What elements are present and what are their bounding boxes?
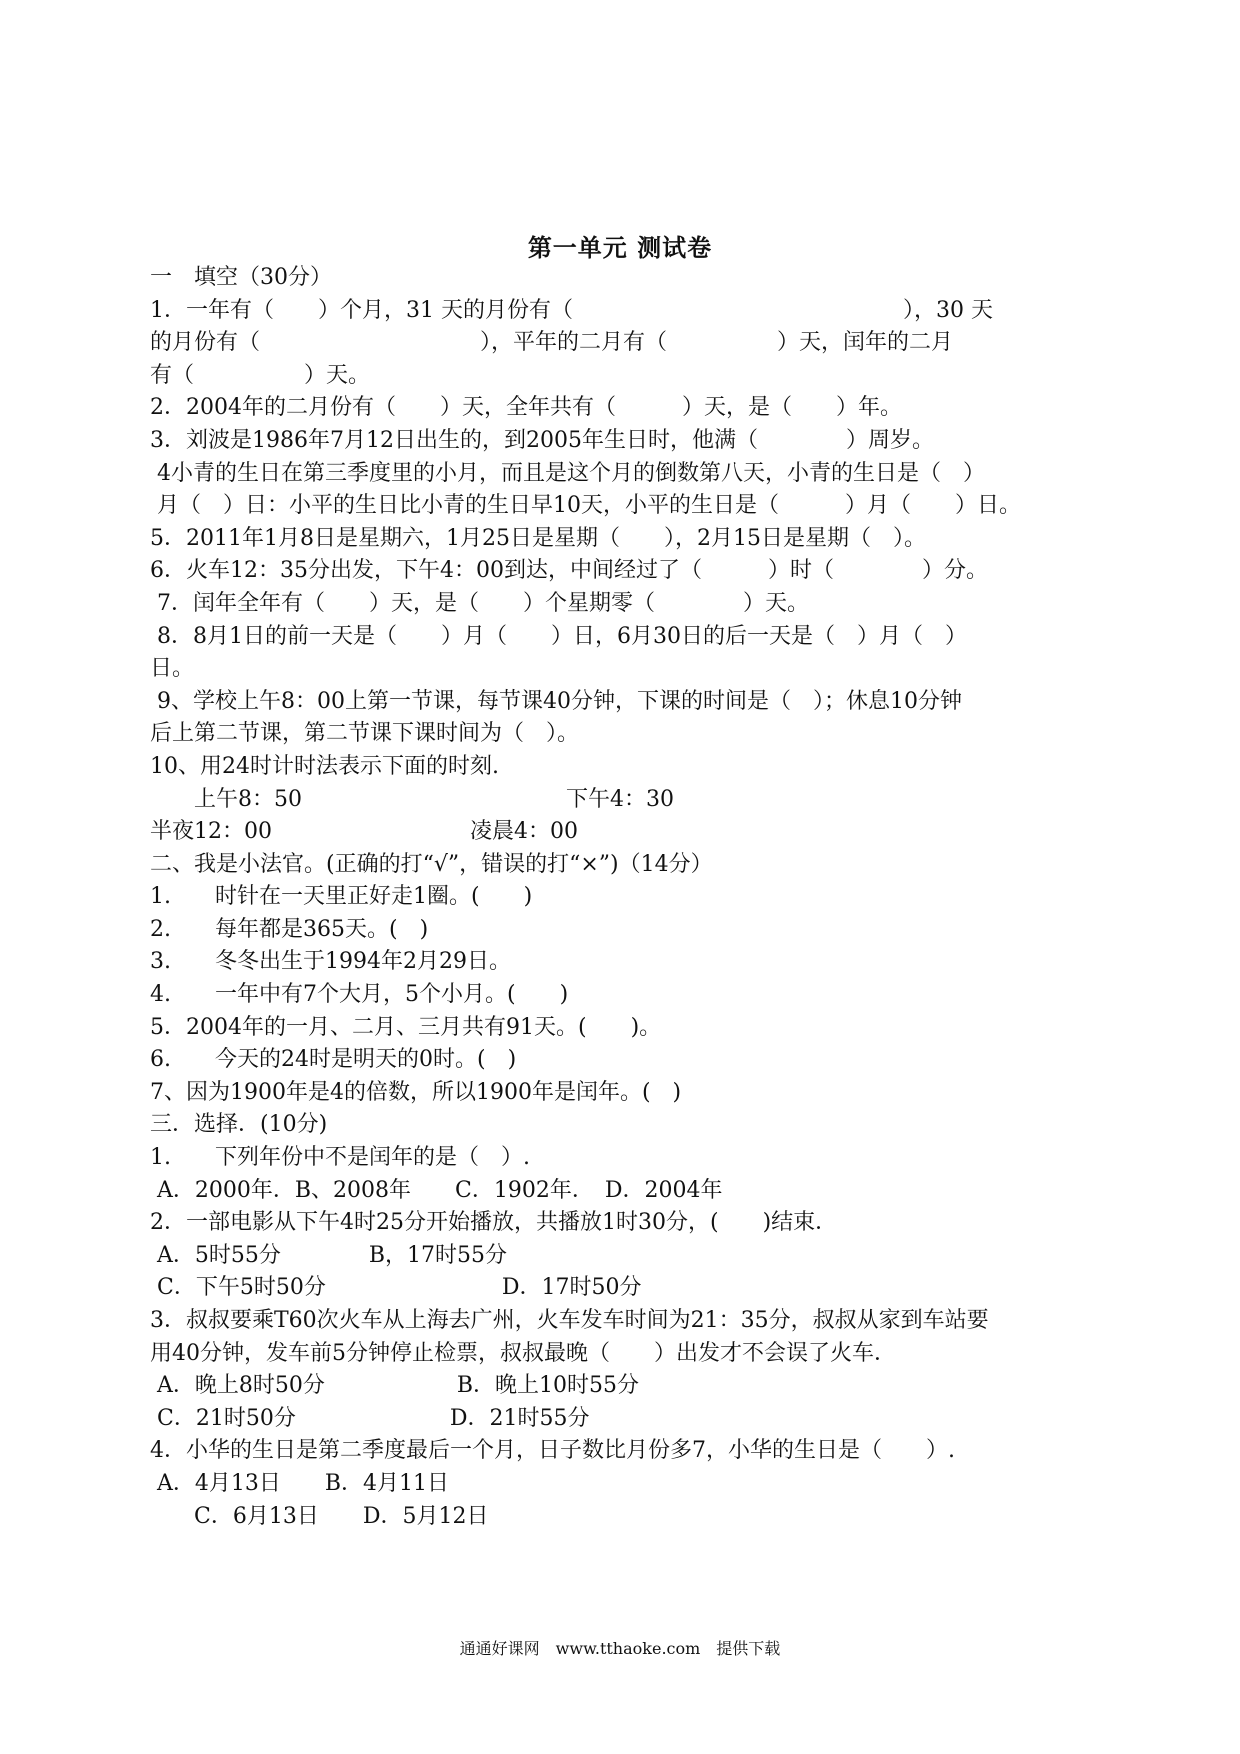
question-line: 5．2004年的一月、二月、三月共有91天。( )。 bbox=[150, 1014, 662, 1040]
question-line: 3．刘波是1986年7月12日出生的，到2005年生日时，他满（ ）周岁。 bbox=[150, 427, 934, 453]
question-line: 1. 下列年份中不是闰年的是（ ）. bbox=[150, 1145, 530, 1171]
question-line: 7．闰年全年有（ ）天，是（ ）个星期零（ ）天。 bbox=[150, 590, 809, 616]
question-line: 2．一部电影从下午4时25分开始播放，共播放1时30分，( )结束． bbox=[150, 1210, 838, 1236]
exam-body bbox=[150, 262, 1098, 1533]
question-line: 10、用24时计时法表示下面的时刻. bbox=[150, 753, 499, 779]
question-line: 1．一年有（ ）个月，31 天的月份有（ ），30 天 bbox=[150, 297, 993, 323]
answer-options: A．4月13日 B．4月11日 bbox=[150, 1470, 450, 1496]
question-line: 3．叔叔要乘T60次火车从上海去广州，火车发车时间为21：35分，叔叔从家到车站要 bbox=[150, 1308, 989, 1333]
answer-options: C．21时50分 D．21时55分 bbox=[150, 1405, 590, 1431]
question-line: 6. 今天的24时是明天的0时。( ) bbox=[150, 1047, 517, 1073]
question-line: 上午8：50 下午4：30 bbox=[150, 786, 674, 812]
question-line: 3. 冬冬出生于1994年2月29日。 bbox=[150, 949, 511, 975]
section-heading-choice: 三．选择．(10分) bbox=[150, 1112, 328, 1138]
question-line: 1. 时针在一天里正好走1圈。( ) bbox=[150, 884, 533, 910]
footer-source: 通通好课网 www.tthaoke.com 提供下载 bbox=[459, 1639, 781, 1658]
question-line: 2．2004年的二月份有（ ）天，全年共有（ ）天，是（ ）年。 bbox=[150, 395, 902, 421]
answer-options: A．2000年．B、2008年 C．1902年． D．2004年 bbox=[150, 1177, 723, 1203]
question-line: 5．2011年1月8日是星期六，1月25日是星期（ ），2月15日是星期（ ）。 bbox=[150, 525, 926, 551]
page-title: 第一单元 测试卷 bbox=[527, 233, 713, 262]
answer-options: A．5时55分 B，17时55分 bbox=[150, 1242, 508, 1268]
question-line: 8．8月1日的前一天是（ ）月（ ）日，6月30日的后一天是（ ）月（ ） bbox=[150, 623, 967, 649]
question-line: 后上第二节课，第二节课下课时间为（ ）。 bbox=[150, 721, 580, 747]
question-line: 4．小华的生日是第二季度最后一个月，日子数比月份多7，小华的生日是（ ）. bbox=[150, 1438, 955, 1464]
question-line: 月（ ）日：小平的生日比小青的生日早10天，小平的生日是（ ）月（ ）日。 bbox=[150, 493, 1021, 519]
answer-options: C．6月13日 D．5月12日 bbox=[150, 1503, 489, 1529]
question-line: 用40分钟，发车前5分钟停止检票，叔叔最晚（ ）出发才不会误了火车． bbox=[150, 1340, 896, 1366]
question-line: 的月份有（ ），平年的二月有（ ）天，闰年的二月 bbox=[150, 330, 954, 356]
question-line: 4. 一年中有7个大月，5个小月。( ) bbox=[150, 982, 569, 1008]
question-line: 9、学校上午8：00上第一节课，每节课40分钟，下课的时间是（ ）；休息10分钟 bbox=[150, 688, 962, 714]
section-heading-fill-blank: 一 填空（30分） bbox=[150, 265, 332, 290]
question-line: 7、因为1900年是4的倍数，所以1900年是闰年。( ) bbox=[150, 1079, 682, 1105]
question-line: 4小青的生日在第三季度里的小月，而且是这个月的倒数第八天，小青的生日是（ ） bbox=[150, 460, 985, 486]
answer-options: C．下午5时50分 D．17时50分 bbox=[150, 1275, 642, 1301]
question-line: 半夜12：00 凌晨4：00 bbox=[150, 819, 578, 845]
answer-options: A．晚上8时50分 B．晚上10时55分 bbox=[150, 1373, 640, 1399]
question-line: 2. 每年都是365天。( ) bbox=[150, 916, 429, 942]
question-line: 有（ ）天。 bbox=[150, 362, 371, 388]
question-line: 日。 bbox=[150, 656, 195, 682]
question-line: 6．火车12：35分出发，下午4：00到达，中间经过了（ ）时（ ）分。 bbox=[150, 558, 988, 584]
section-heading-true-false: 二、我是小法官。(正确的打“√”，错误的打“×”)（14分） bbox=[150, 851, 713, 877]
